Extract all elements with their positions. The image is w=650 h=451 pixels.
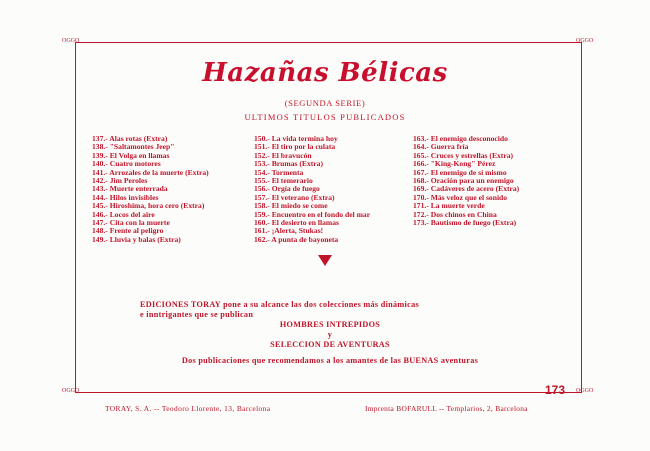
- title-entry: 162.- A punta de bayoneta: [254, 234, 339, 244]
- promo-collection-2: SELECCION DE AVENTURAS: [270, 340, 390, 349]
- title-entry: 141.- Arrozales de la muerte (Extra): [92, 167, 209, 177]
- title-entry: 140.- Cuatro motores: [92, 159, 161, 169]
- titles-column-1: [92, 135, 209, 244]
- collection-title: Hazañas Bélicas: [202, 58, 448, 88]
- title-entry: 144.- Hilos invisibles: [92, 192, 159, 202]
- title-entry: 165.- Cruces y estrellas (Extra): [413, 150, 514, 160]
- title-entry: 168.- Oración para un enemigo: [413, 176, 514, 186]
- corner-ornament-top-left: OGGO: [62, 38, 80, 44]
- corner-ornament-top-right: OGGO: [576, 38, 594, 44]
- title-entry: 158.- El miedo se come: [254, 201, 328, 211]
- printer-address: Imprenta BOFARULL -- Templarios, 2, Barcelona: [365, 404, 528, 413]
- title-entry: 171.- La muerte verde: [413, 201, 485, 211]
- promo-line-1: EDICIONES TORAY pone a su alcance las dos colecciones más dinámicas: [140, 300, 419, 309]
- title-entry: 142.- Jim Peroles: [92, 176, 148, 186]
- title-entry: 139.- El Volga en llamas: [92, 150, 170, 160]
- series-subtitle: (SEGUNDA SERIE): [284, 98, 366, 108]
- title-entry: 152.- El bravucón: [254, 150, 312, 160]
- down-arrow-icon: [318, 255, 332, 266]
- title-entry: 151.- El tiro por la culata: [254, 142, 336, 152]
- promo-collection-1: HOMBRES INTREPIDOS: [279, 320, 381, 329]
- promo-conjunction: y: [327, 330, 333, 339]
- title-entry: 156.- Orgía de fuego: [254, 184, 320, 194]
- title-entry: 138.- "Saltamontes Jeep": [92, 142, 175, 152]
- title-entry: 163.- El enemigo desconocido: [413, 134, 508, 143]
- title-entry: 137.- Alas rotas (Extra): [92, 134, 168, 143]
- title-entry: 167.- El enemigo de sí mismo: [413, 167, 507, 177]
- title-entry: 143.- Muerte enterrada: [92, 184, 168, 194]
- corner-ornament-bottom-right: OGGO: [576, 388, 594, 394]
- title-entry: 147.- Cita con la muerte: [92, 218, 170, 228]
- title-entry: 170.- Más veloz que el sonido: [413, 192, 508, 202]
- title-entry: 153.- Brumas (Extra): [254, 159, 323, 169]
- title-entry: 173.- Bautismo de fuego (Extra): [413, 218, 517, 228]
- title-entry: 161.- ¡Alerta, Stukas!: [254, 226, 324, 236]
- titles-column-3: [413, 135, 519, 227]
- promo-recommendation: Dos publicaciones que recomendamos a los amantes de las BUENAS aventuras: [181, 356, 479, 365]
- promo-block: [140, 300, 520, 366]
- title-entry: 149.- Lluvia y balas (Extra): [92, 234, 181, 244]
- title-entry: 159.- Encuentro en el fondo del mar: [254, 209, 371, 219]
- title-entry: 157.- El veterano (Extra): [254, 192, 335, 202]
- title-entry: 154.- Tormenta: [254, 167, 304, 177]
- title-entry: 145.- Hiroshima, hora cero (Extra): [92, 201, 205, 211]
- title-entry: 164.- Guerra fría: [413, 142, 469, 152]
- title-entry: 155.- El temerario: [254, 176, 313, 186]
- title-entry: 172.- Dos chinos en China: [413, 209, 497, 219]
- title-entry: 160.- El desierto en llamas: [254, 218, 339, 228]
- page-number: 173: [545, 383, 566, 397]
- publisher-address: TORAY, S. A. -- Teodoro Llorente, 13, Barcelona: [105, 404, 271, 413]
- promo-line-2: e inntrigantes que se publican: [140, 310, 254, 319]
- title-entry: 166.- "King-Kong" Pérez: [413, 159, 496, 169]
- title-entry: 146.- Locos del aire: [92, 209, 155, 219]
- corner-ornament-bottom-left: OGGO: [62, 388, 80, 394]
- title-entry: 150.- La vida termina hoy: [254, 134, 338, 143]
- titles-column-2: [254, 135, 370, 244]
- title-entry: 169.- Cadáveres de acero (Extra): [413, 184, 520, 194]
- latest-titles-heading: ULTIMOS TITULOS PUBLICADOS: [244, 112, 406, 122]
- title-entry: 148.- Frente al peligro: [92, 226, 164, 236]
